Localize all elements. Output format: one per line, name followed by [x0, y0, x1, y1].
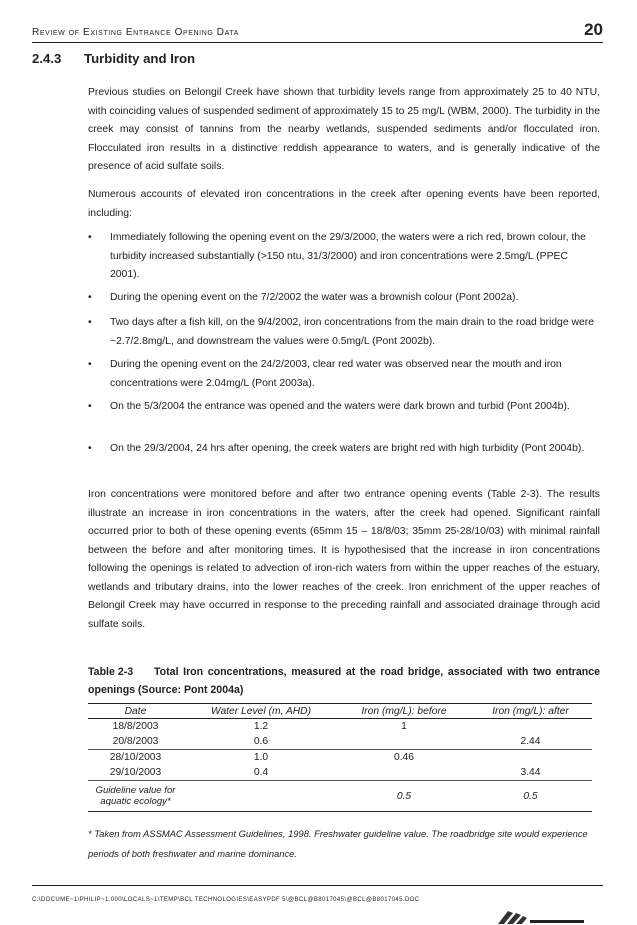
footer-file-path: C:\DOCUME~1\PHILIP~1.000\LOCALS~1\TEMP\BCL TECHNOLOGIES\EASYPDF 5\@BCL@B8017045\@BCL@B8017045.DOC [32, 897, 420, 903]
table-cell: 2.44 [469, 734, 592, 750]
table-header-row [88, 704, 592, 719]
bullet-glyph: • [88, 232, 92, 243]
section-title: Turbidity and Iron [84, 51, 196, 66]
list-item [88, 314, 600, 351]
list-item-text: During the opening event on the 7/2/2002 the water was a brownish colour (Pont 2002a). [110, 292, 519, 303]
list-item-text: Two days after a fish kill, on the 9/4/2002, iron concentrations from the main drain to the road bridge were ~2.7/2.8mg/L, and downstream the values were 0.5mg/L (Pont 2002b). [110, 317, 595, 347]
table-row [88, 734, 592, 750]
table-cell: 29/10/2003 [88, 765, 183, 781]
table-cell [339, 765, 469, 781]
table-cell: 0.46 [393, 752, 415, 763]
column-header: Iron (mg/L): before [339, 704, 469, 719]
company-logo [496, 907, 586, 925]
paragraph-accounts: Numerous accounts of elevated iron concentrations in the creek after opening events have been reported, including: [88, 189, 600, 219]
list-item-text: Immediately following the opening event on the 29/3/2000, the waters were a rich red, brown colour, the turbidity increased substantially (>150 ntu, 31/3/2000) and iron concentrations were 2.5mg/L (PPEC 2001). [110, 232, 586, 280]
table-cell: 1.2 [253, 721, 269, 732]
iron-concentration-table [88, 703, 592, 812]
table-cell [183, 781, 339, 812]
table-cell [339, 734, 469, 750]
guideline-before: 0.5 [339, 781, 469, 812]
list-item [88, 289, 600, 308]
table-cell: 3.44 [469, 765, 592, 781]
guideline-after: 0.5 [469, 781, 592, 812]
table-cell [469, 750, 592, 766]
header-title: Review of Existing Entrance Opening Data [32, 27, 239, 38]
table-cell: 28/10/2003 [109, 752, 162, 763]
list-item [88, 440, 600, 459]
table-caption [88, 663, 600, 699]
table-cell: 20/8/2003 [88, 734, 183, 750]
paragraph-intro: Previous studies on Belongil Creek have shown that turbidity levels range from approximately 25 to 40 NTU, with coinciding values of suspended sediment of approximately 15 to 25 mg/L (WBM, 2000). The turbidity in the creek may consist of tannins from the nearby wetlands, suspended sediments and/or flocculated iron. Flocculated iron results in a distinctive reddish appearance to waters, and is generally indicative of the presence of acid sulfate soils. [88, 87, 600, 172]
table-cell: 1 [401, 721, 407, 732]
footer-divider [32, 885, 603, 886]
table-label: Table 2-3 [88, 666, 134, 678]
bullet-glyph: • [88, 401, 92, 412]
paragraph-monitoring: Iron concentrations were monitored before and after two entrance opening events (Table 2-3). The results illustrate an increase in iron concentrations in the waters, after the creek had opened. Significant rainfall occurred prior to both of these opening events (65mm 15 – 18/8/03; 35mm 25-28/10/03) with minimal rainfall between the before and after monitoring times. It is hypothesised that the increase in iron concentrations following the openings is related to advection of iron-rich waters from within the upper reaches of the estuary, wetlands and tributary drains, into the lower reaches of the creek. Iron enrichment of the upper reaches of Belongil Creek may have occurred in response to the preceding rainfall and associated drainage through acid sulfate soils. [88, 489, 600, 630]
table-row [88, 719, 592, 735]
guideline-label: Guideline value for aquatic ecology* [88, 781, 183, 812]
guideline-row [88, 781, 592, 812]
list-item-text: During the opening event on the 24/2/2003, clear red water was observed near the mouth and iron concentrations were 2.04mg/L (Pont 2003a). [110, 359, 562, 389]
column-header: Iron (mg/L): after [469, 704, 592, 719]
table-cell: 0.6 [183, 734, 339, 750]
list-item [88, 229, 600, 285]
page-header [32, 20, 603, 43]
page-number: 20 [584, 20, 603, 39]
bullet-glyph: • [88, 359, 92, 370]
list-item-text: On the 29/3/2004, 24 hrs after opening, the creek waters are bright red with high turbidity (Pont 2004b). [110, 443, 585, 454]
table-footnote: * Taken from ASSMAC Assessment Guidelines, 1998. Freshwater guideline value. The roadbridge site would experience periods of both freshwater and marine dominance. [88, 828, 588, 859]
table-cell [469, 719, 592, 735]
table-cell: 0.4 [183, 765, 339, 781]
table-cell: 1.0 [253, 752, 269, 763]
section-number: 2.4.3 [32, 51, 62, 66]
list-item-text: On the 5/3/2004 the entrance was opened and the waters were dark brown and turbid (Pont 2004b). [110, 401, 570, 412]
bullet-glyph: • [88, 317, 92, 328]
table-row [88, 765, 592, 781]
column-header: Date [88, 704, 183, 719]
table-caption-text: Total Iron concentrations, measured at the road bridge, associated with two entrance openings (Source: Pont 2004a) [88, 666, 600, 696]
bullet-glyph: • [88, 443, 92, 454]
column-header: Water Level (m, AHD) [183, 704, 339, 719]
list-item [88, 356, 600, 393]
table-row [88, 750, 592, 766]
bullet-glyph: • [88, 292, 92, 303]
section-heading [32, 51, 195, 66]
table-cell: 18/8/2003 [112, 721, 159, 732]
list-item [88, 398, 600, 417]
